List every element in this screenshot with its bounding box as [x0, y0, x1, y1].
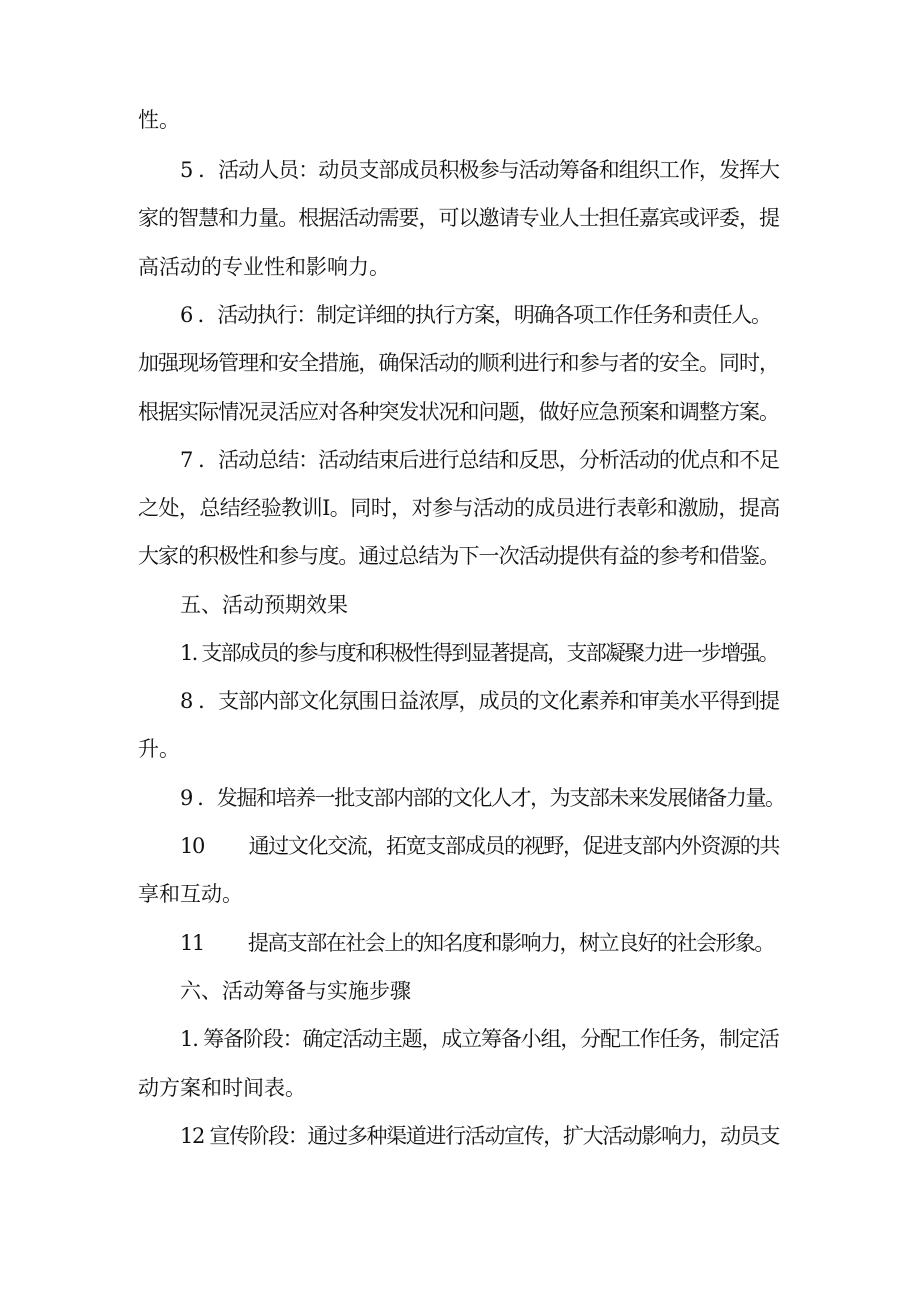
text-line: 1. 筹备阶段：确定活动主题，成立筹备小组，分配工作任务，制定活	[180, 1027, 779, 1051]
text-line: 1. 支部成员的参与度和积极性得到显著提高，支部凝聚力进一步增强。	[180, 641, 778, 665]
text-line: 7 ．活动总结：活动结束后进行总结和反思，分析活动的优点和不足	[180, 448, 780, 472]
section-heading: 六、活动筹备与实施步骤	[180, 979, 411, 1003]
text-line: 12 宣传阶段：通过多种渠道进行活动宣传，扩大活动影响力，动员支	[180, 1124, 780, 1148]
text-line: 动方案和时间表。	[138, 1076, 306, 1100]
text-line: 性。	[138, 108, 180, 132]
section-heading: 五、活动预期效果	[180, 593, 348, 617]
text-line: 家的智慧和力量。根据活动需要，可以邀请专业人士担任嘉宾或评委，提	[138, 206, 780, 230]
text-line: 高活动的专业性和影响力。	[138, 255, 390, 279]
text-line: 根据实际情况灵活应对各种突发状况和问题，做好应急预案和调整方案。	[138, 400, 780, 424]
text-line: 11 提高支部在社会上的知名度和影响力，树立良好的社会形象。	[180, 931, 774, 955]
text-line: 加强现场管理和安全措施，确保活动的顺利进行和参与者的安全。同时，	[138, 351, 780, 375]
text-line: 6 ．活动执行：制定详细的执行方案，明确各项工作任务和责任人。	[180, 303, 771, 327]
text-line: 8 ．支部内部文化氛围日益浓厚，成员的文化素养和审美水平得到提	[180, 689, 780, 713]
text-line: 10 通过文化交流，拓宽支部成员的视野，促进支部内外资源的共	[180, 834, 780, 858]
text-line: 9 ．发掘和培养一批支部内部的文化人才，为支部未来发展储备力量。	[180, 786, 785, 810]
text-line: 大家的积极性和参与度。通过总结为下一次活动提供有益的参考和借鉴。	[138, 544, 780, 568]
text-line: 5 ．活动人员：动员支部成员积极参与活动筹备和组织工作，发挥大	[180, 158, 780, 182]
text-line: 升。	[138, 737, 180, 761]
text-line: 享和互动。	[138, 882, 243, 906]
text-line: 之处，总结经验教训Ⅰ。同时，对参与活动的成员进行表彰和激励，提高	[138, 496, 780, 520]
